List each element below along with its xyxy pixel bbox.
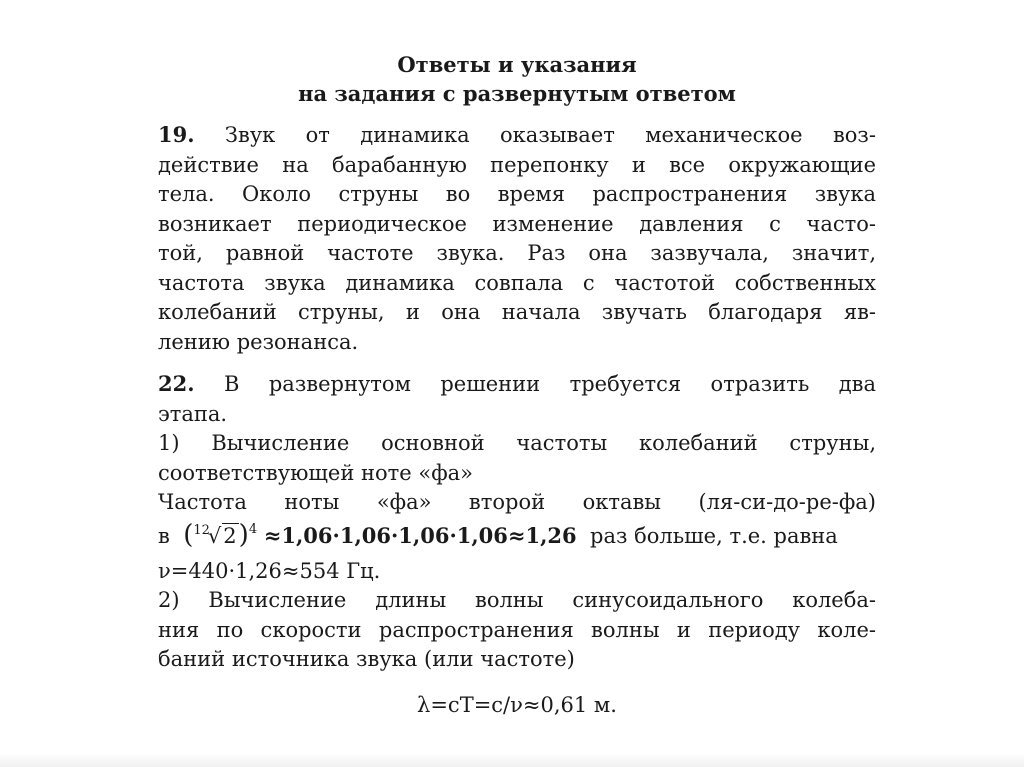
- document-page: [158, 50, 876, 720]
- radicand: 2: [223, 523, 237, 548]
- task-19-line: лению резонанса.: [158, 329, 359, 354]
- title-line-2: на задания с развернутым ответом: [298, 81, 736, 106]
- task-19-line: колебаний струны, и она начала звучать благодаря яв-: [158, 300, 876, 324]
- task-19-line: возникает периодическое изменение давления с часто-: [158, 211, 876, 236]
- task-19: [158, 120, 876, 357]
- task-19-line-text: Звук от динамика оказывает механическое воз-: [224, 123, 876, 147]
- task-22-number: 22.: [158, 371, 195, 396]
- radical-sign-icon: √: [207, 523, 222, 548]
- twelfth-root: [193, 519, 238, 557]
- root-index: 12: [193, 522, 210, 538]
- task-22-line: 1) Вычисление основной частоты колебаний струны,: [158, 431, 876, 455]
- paren-open: (: [183, 519, 194, 550]
- task-19-line: частота звука динамика совпала с частотой собственных: [158, 270, 876, 295]
- formula-value: ≈1,06·1,06·1,06·1,06≈1,26: [263, 522, 577, 548]
- frequency-result: ν=440·1,26≈554 Гц.: [158, 558, 381, 583]
- slide-bottom-edge: [0, 753, 1024, 767]
- task-22-line: 2) Вычисление длины волны синусоидального колеба-: [158, 588, 876, 612]
- task-22-line: баний источника звука (или частоте): [158, 647, 575, 671]
- task-22-line: соответствующей ноте «фа»: [158, 460, 474, 485]
- task-22-line: этапа.: [158, 401, 228, 426]
- task-19-line: [158, 120, 876, 151]
- task-19-line: тела. Около струны во время распространения звука: [158, 182, 876, 206]
- task-19-number: 19.: [158, 122, 195, 147]
- task-19-line: той, равной частоте звука. Раз она зазвучала, значит,: [158, 241, 876, 265]
- formula-prefix: в: [158, 523, 170, 548]
- task-22-line: [158, 369, 876, 400]
- task-22: [158, 369, 876, 720]
- title-line-1: Ответы и указания: [397, 52, 637, 77]
- paren-close: ): [238, 519, 249, 550]
- formula-suffix: раз больше, т.е. равна: [590, 523, 838, 548]
- task-19-line: действие на барабанную перепонку и все окружающие: [158, 152, 876, 177]
- page-title: [158, 50, 876, 108]
- exponent: 4: [248, 521, 258, 537]
- task-22-line-text: В развернутом решении требуется отразить два: [223, 372, 876, 396]
- task-22-line: ния по скорости распространения волны и периоду коле-: [158, 617, 876, 642]
- wavelength-formula: λ=cT=c/ν≈0,61 м.: [417, 692, 617, 717]
- task-22-line: Частота ноты «фа» второй октавы (ля-си-до-ре-фа): [158, 490, 876, 514]
- frequency-formula: [158, 518, 876, 557]
